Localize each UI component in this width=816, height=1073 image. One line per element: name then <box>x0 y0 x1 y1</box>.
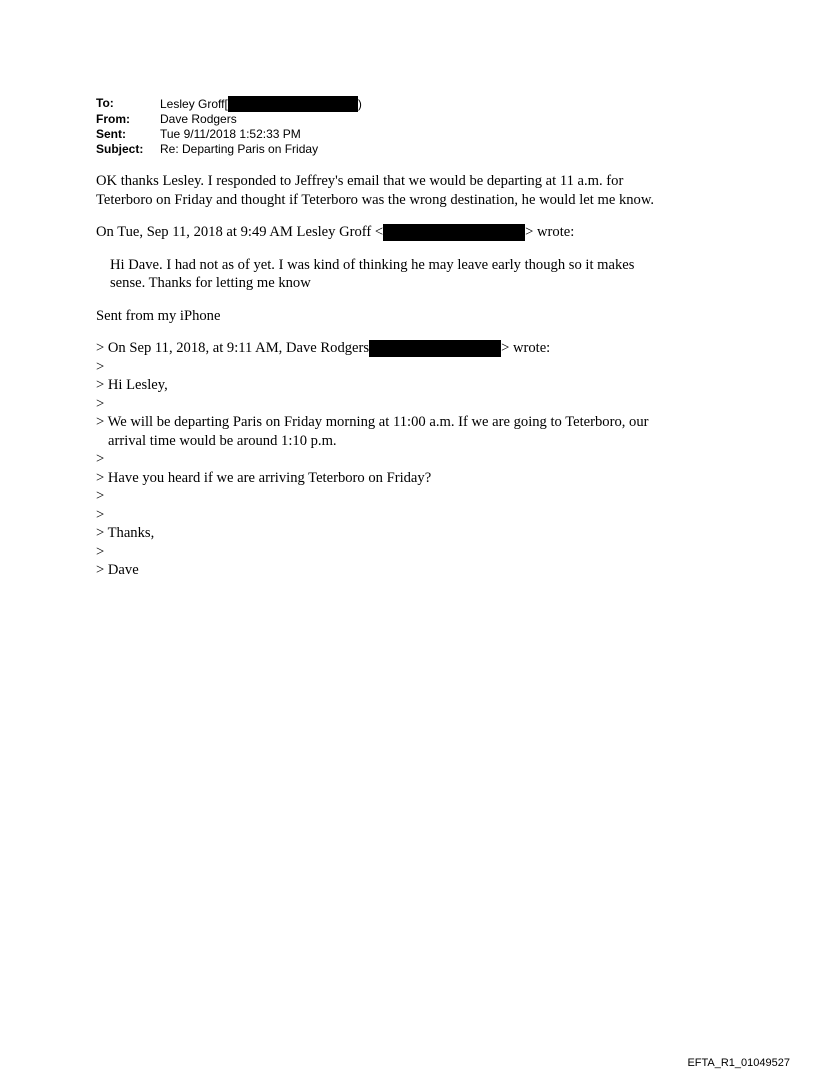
original-greeting: > Hi Lesley, <box>96 377 168 393</box>
redaction-box <box>369 340 501 357</box>
quote-marker: > <box>96 488 105 504</box>
original-attribution-suffix: > wrote: <box>501 340 551 356</box>
original-line-1-cont: arrival time would be around 1:10 p.m. <box>108 432 337 449</box>
from-value: Dave Rodgers <box>160 112 237 126</box>
sent-label: Sent: <box>96 127 126 141</box>
document-id: EFTA_R1_01049527 <box>687 1057 790 1069</box>
to-row <box>96 96 362 112</box>
subject-value: Re: Departing Paris on Friday <box>160 142 319 156</box>
sent-value: Tue 9/11/2018 1:52:33 PM <box>160 127 301 141</box>
original-message <box>96 339 736 580</box>
quote-marker: > <box>96 451 105 467</box>
original-attribution-prefix: > On Sep 11, 2018, at 9:11 AM, Dave Rodgers <box>96 340 370 356</box>
reply-attribution <box>96 223 736 242</box>
to-value <box>160 96 362 112</box>
quoted-line-2: sense. Thanks for letting me know <box>110 275 311 291</box>
attribution-prefix: On Tue, Sep 11, 2018 at 9:49 AM Lesley Groff < <box>96 224 384 240</box>
from-label: From: <box>96 112 130 126</box>
subject-row <box>96 142 362 157</box>
original-thanks: > Thanks, <box>96 525 155 541</box>
redaction-box <box>383 224 525 241</box>
quoted-reply <box>110 256 736 293</box>
redaction-box <box>228 96 358 112</box>
reply-line-1: OK thanks Lesley. I responded to Jeffrey's email that we would be departing at 11 a.m. for <box>96 173 624 189</box>
email-body <box>96 172 736 580</box>
quote-marker: > <box>96 358 105 375</box>
original-name: > Dave <box>96 562 139 578</box>
subject-label: Subject: <box>96 142 144 156</box>
original-attribution <box>96 339 736 358</box>
reply-line-2: Teterboro on Friday and thought if Teterboro was the wrong destination, he would let me know. <box>96 191 655 208</box>
to-name: Lesley Groff[ <box>160 96 228 111</box>
quote-marker: > <box>96 395 105 412</box>
quote-marker: > <box>96 543 105 560</box>
email-header <box>96 96 362 157</box>
reply-paragraph <box>96 172 736 209</box>
signature: Sent from my iPhone <box>96 307 221 324</box>
original-line-1: > We will be departing Paris on Friday morning at 11:00 a.m. If we are going to Teterboro, our <box>96 414 649 430</box>
to-label: To: <box>96 96 114 110</box>
sent-row <box>96 127 362 142</box>
quote-marker: > <box>96 506 105 523</box>
original-question: > Have you heard if we are arriving Teterboro on Friday? <box>96 469 432 486</box>
to-close: ) <box>357 96 362 111</box>
quoted-line-1: Hi Dave. I had not as of yet. I was kind of thinking he may leave early though so it makes <box>110 256 635 273</box>
attribution-suffix: > wrote: <box>525 224 575 240</box>
from-row <box>96 112 362 127</box>
